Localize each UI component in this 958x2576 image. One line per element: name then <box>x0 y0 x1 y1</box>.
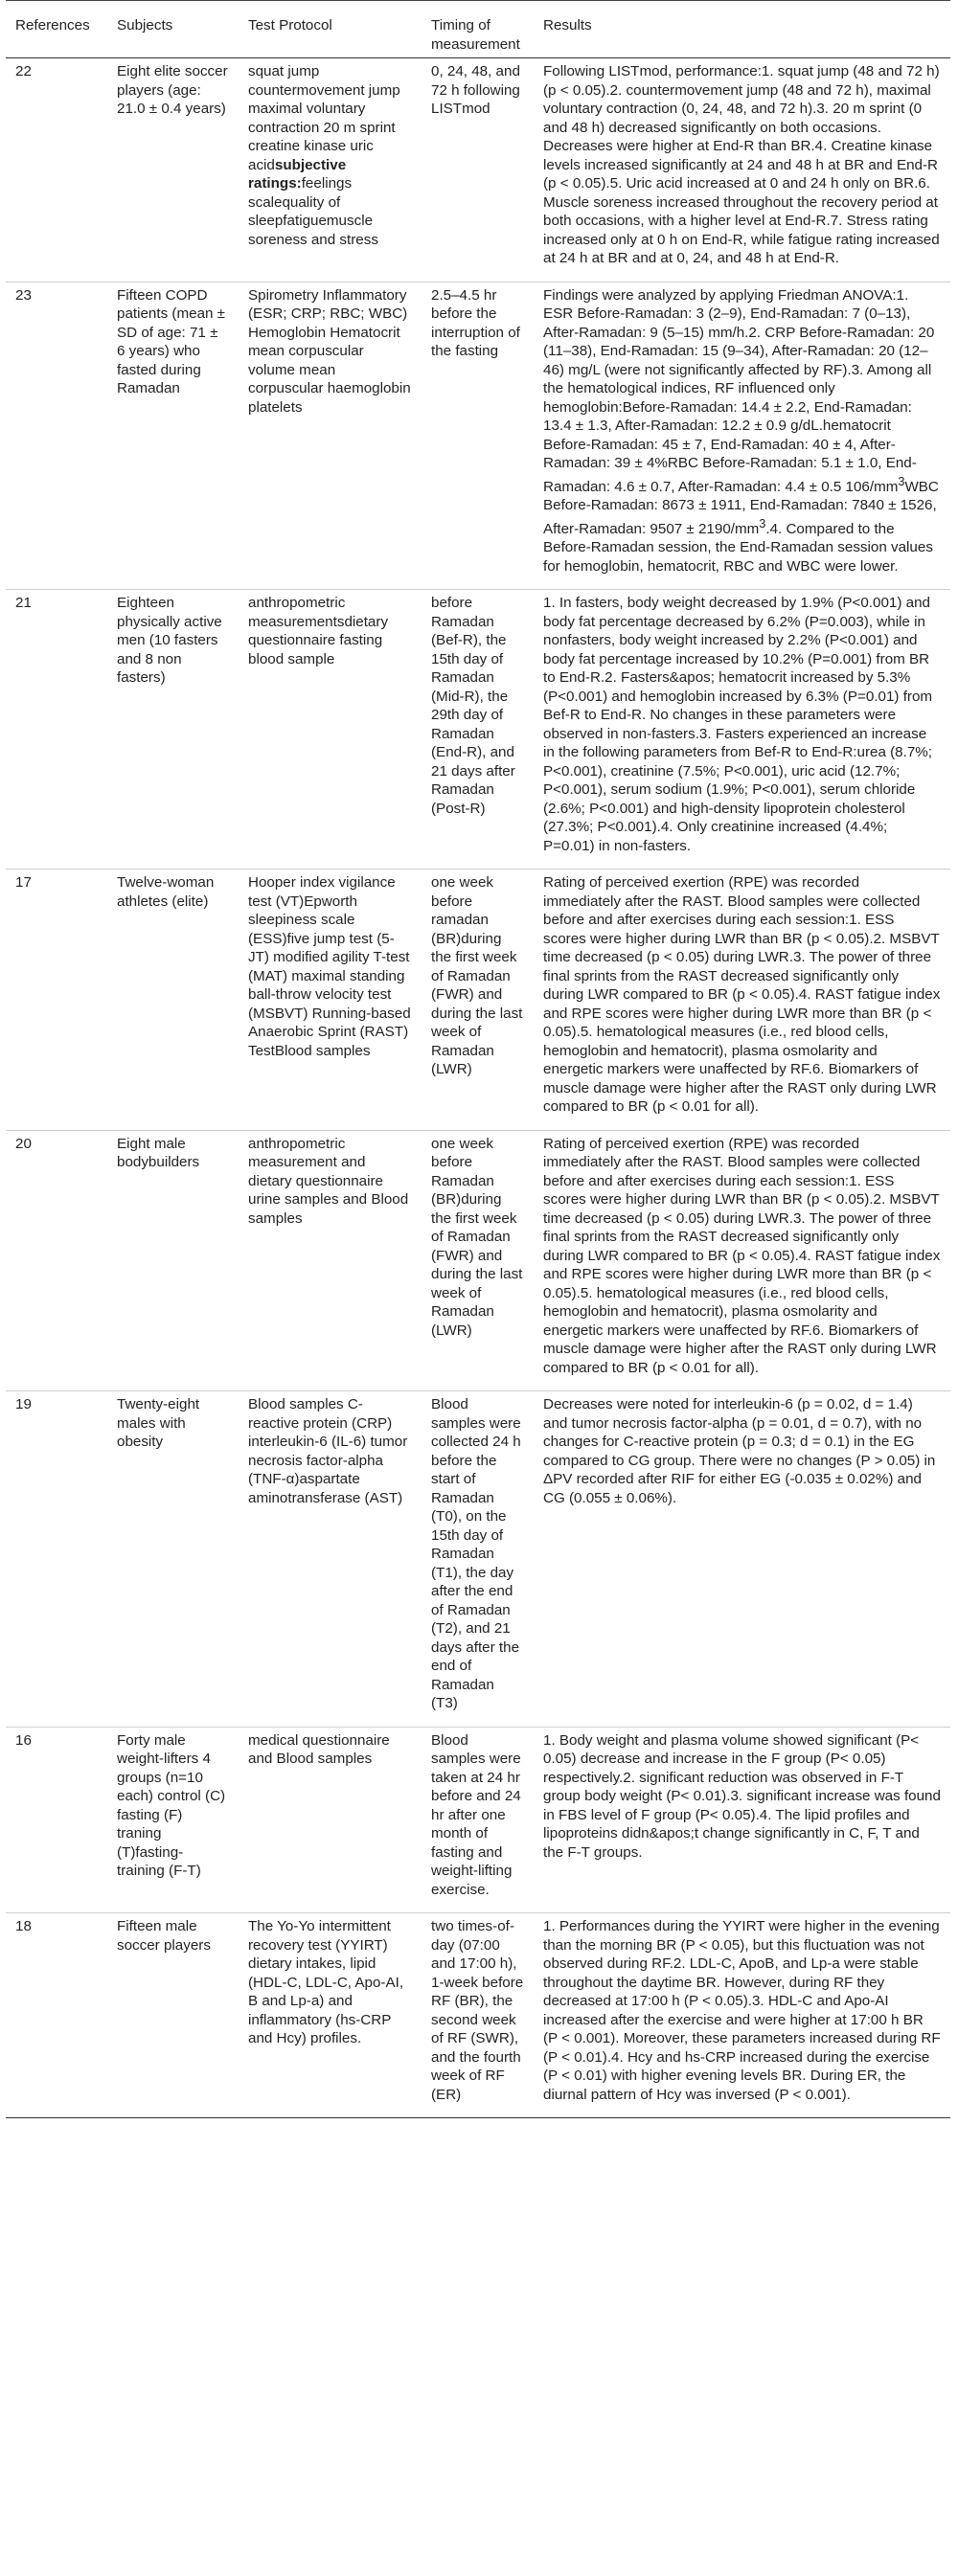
cell-reference: 21 <box>6 590 107 870</box>
cell-subjects: Eighteen physically active men (10 fasters and 8 non fasters) <box>107 590 239 870</box>
cell-timing: before Ramadan (Bef-R), the 15th day of Ramadan (Mid-R), the 29th day of Ramadan (End-R), and 21 days after Ramadan (Post-R) <box>422 590 534 870</box>
cell-subjects: Eight male bodybuilders <box>107 1130 239 1391</box>
cell-protocol: anthropometric measurementsdietary questionnaire fasting blood sample <box>239 590 422 870</box>
table-row <box>6 58 950 282</box>
cell-timing: Blood samples were collected 24 h before the start of Ramadan (T0), on the 15th day of Ramadan (T1), the day after the end of Ramadan (T2), and 21 days after the end of Ramadan (T3) <box>422 1391 534 1728</box>
results-text: Findings were analyzed by applying Friedman ANOVA:1. ESR Before-Ramadan: 3 (2–9), End-Ramadan: 7 (0–13), After-Ramadan: 9 (5–15) mm/h.2. CRP Before-Ramadan: 20 (11–38), End-Ramadan: 15 (9–34), After-Ramadan: 20 (12–46) mg/L (were not significantly affected by RF).3. Among all the hematological indices, RF influenced only hemoglobin:Before-Ramadan: 14.4 ± 2.2, End-Ramadan: 13.4 ± 1.3, After-Ramadan: 12.2 ± 0.9 g/dL.hematocrit Before-Ramadan: 45 ± 7, End-Ramadan: 40 ± 4, After-Ramadan: 39 ± 4%RBC Before-Ramadan: 5.1 ± 1.0, End-Ramadan: 4.6 ± 0.7, After-Ramadan: 4.4 ± 0.5 106/mm <box>543 286 935 495</box>
table-row <box>6 282 950 590</box>
table-row <box>6 870 950 1131</box>
cell-timing: Blood samples were taken at 24 hr before and 24 hr after one month of fasting and weight-lifting exercise. <box>422 1727 534 1913</box>
table-row <box>6 1130 950 1391</box>
header-row <box>6 1 950 58</box>
cell-timing: one week before ramadan (BR)during the first week of Ramadan (FWR) and during the last week of Ramadan (LWR) <box>422 870 534 1131</box>
cell-subjects: Eight elite soccer players (age: 21.0 ± 0.4 years) <box>107 58 239 282</box>
cell-reference: 18 <box>6 1913 107 2118</box>
protocol-bold-text: ratings: <box>248 175 302 192</box>
protocol-text: feelings scalequality of sleepfatiguemuscle soreness and stress <box>248 175 378 248</box>
superscript: 3 <box>898 474 905 488</box>
table-row <box>6 1391 950 1728</box>
cell-timing: one week before Ramadan (BR)during the first week of Ramadan (FWR) and during the last week of Ramadan (LWR) <box>422 1130 534 1391</box>
cell-results: Rating of perceived exertion (RPE) was recorded immediately after the RAST. Blood samples were collected before and after exercises during each session:1. ESS scores were higher during LWR than BR (p < 0.05).2. MSBVT time decreased (p < 0.05) during LWR.3. The power of three final sprints from the RAST decreased significantly only during LWR compared to BR (p < 0.05).4. RAST fatigue index and RPE scores were higher during LWR more than BR (p < 0.05).5. hematological measures (i.e., red blood cells, hemoglobin and hematocrit), plasma osmolarity and energetic markers were unaffected by RF.6. Biomarkers of muscle damage were higher after the RAST only during LWR compared to BR (p < 0.01 for all). <box>534 870 950 1131</box>
cell-subjects: Twenty-eight males with obesity <box>107 1391 239 1728</box>
header-test-protocol: Test Protocol <box>239 1 422 58</box>
cell-results: Rating of perceived exertion (RPE) was recorded immediately after the RAST. Blood samples were collected before and after exercises during each session:1. ESS scores were higher during LWR than BR (p < 0.05).2. MSBVT time decreased (p < 0.05) during LWR.3. The power of three final sprints from the RAST decreased significantly only during LWR compared to BR (p < 0.05).4. RAST fatigue index and RPE scores were higher during LWR more than BR (p < 0.05).5. hematological measures (i.e., red blood cells, hemoglobin and hematocrit), plasma osmolarity and energetic markers were unaffected by RF.6. Biomarkers of muscle damage were higher after the RAST only during LWR compared to BR (p < 0.01 for all). <box>534 1130 950 1391</box>
table-body <box>6 58 950 2118</box>
table-row <box>6 1727 950 1913</box>
table-header <box>6 1 950 58</box>
cell-reference: 22 <box>6 58 107 282</box>
cell-timing: two times-of-day (07:00 and 17:00 h), 1-week before RF (BR), the second week of RF (SWR), and the fourth week of RF (ER) <box>422 1913 534 2118</box>
cell-subjects: Forty male weight-lifters 4 groups (n=10 each) control (C) fasting (F) traning (T)fasting-training (F-T) <box>107 1727 239 1913</box>
cell-reference: 16 <box>6 1727 107 1913</box>
cell-results <box>534 282 950 590</box>
cell-results: 1. Performances during the YYIRT were higher in the evening than the morning BR (P < 0.05), but this fluctuation was not observed during RF.2. LDL-C, ApoB, and Lp-a were stable throughout the daytime BR. However, during RF they decreased at 17:00 h (P < 0.05).3. HDL-C and Apo-AI increased after the exercise and were higher at 17:00 h BR (P < 0.001). Moreover, these parameters increased during RF (P < 0.01).4. Hcy and hs-CRP increased during the exercise (P < 0.01) with higher evening levels BR. During ER, the diurnal pattern of Hcy was inversed (P < 0.001). <box>534 1913 950 2118</box>
header-subjects: Subjects <box>107 1 239 58</box>
cell-protocol: Blood samples C-reactive protein (CRP) interleukin-6 (IL-6) tumor necrosis factor-alpha (TNF-α)aspartate aminotransferase (AST) <box>239 1391 422 1728</box>
cell-protocol: medical questionnaire and Blood samples <box>239 1727 422 1913</box>
header-timing: Timing of measurement <box>422 1 534 58</box>
header-references: References <box>6 1 107 58</box>
cell-protocol: Spirometry Inflammatory (ESR; CRP; RBC; WBC) Hemoglobin Hematocrit mean corpuscular volume mean corpuscular haemoglobin platelets <box>239 282 422 590</box>
superscript: 3 <box>759 516 766 531</box>
cell-timing: 2.5–4.5 hr before the interruption of the fasting <box>422 282 534 590</box>
table-row <box>6 1913 950 2118</box>
cell-protocol: The Yo-Yo intermittent recovery test (YYIRT) dietary intakes, lipid (HDL-C, LDL-C, Apo-AI, B and Lp-a) and inflammatory (hs-CRP and Hcy) profiles. <box>239 1913 422 2118</box>
cell-protocol: Hooper index vigilance test (VT)Epworth sleepiness scale (ESS)five jump test (5-JT) modified agility T-test (MAT) maximal standing ball-throw velocity test (MSBVT) Running-based Anaerobic Sprint (RAST) TestBlood samples <box>239 870 422 1131</box>
cell-protocol <box>239 58 422 282</box>
cell-subjects: Twelve-woman athletes (elite) <box>107 870 239 1131</box>
cell-subjects: Fifteen male soccer players <box>107 1913 239 2118</box>
header-results: Results <box>534 1 950 58</box>
cell-results: Following LISTmod, performance:1. squat jump (48 and 72 h) (p < 0.05).2. countermovement jump (48 and 72 h), maximal voluntary contraction (0, 24, 48, and 72 h).3. 20 m sprint (0 and 48 h) decreased significantly on both occasions. Decreases were higher at End-R than BR.4. Creatine kinase levels increased significantly at 24 and 48 h at BR and End-R (p < 0.05).5. Uric acid increased at 0 and 24 h only on BR.6. Muscle soreness increased throughout the recovery period at both occasions, with a higher level at End-R.7. Stress rating increased only at 0 h on End-R, while fatigue rating increased at 24 h at BR and at 0, 24, and 48 h at End-R. <box>534 58 950 282</box>
cell-results: Decreases were noted for interleukin-6 (p = 0.02, d = 1.4) and tumor necrosis factor-alpha (p = 0.01, d = 0.7), with no changes for C-reactive protein (p = 0.3; d = 0.1) in the EG compared to CG group. There were no changes (P > 0.05) in ΔPV recorded after RIF for either EG (-0.035 ± 0.02%) and CG (0.055 ± 0.06%). <box>534 1391 950 1728</box>
cell-protocol: anthropometric measurement and dietary questionnaire urine samples and Blood samples <box>239 1130 422 1391</box>
cell-timing: 0, 24, 48, and 72 h following LISTmod <box>422 58 534 282</box>
cell-reference: 17 <box>6 870 107 1131</box>
cell-results: 1. Body weight and plasma volume showed significant (P< 0.05) decrease and increase in the F group (P< 0.05) respectively.2. significant reduction was observed in F-T group body weight (P< 0.01).3. significant increase was found in FBS level of F group (P< 0.05).4. The lipid profiles and lipoproteins didn&apos;t change significantly in C, F, T and the F-T groups. <box>534 1727 950 1913</box>
cell-reference: 23 <box>6 282 107 590</box>
protocol-text: squat jump countermovement jump maximal voluntary contraction 20 m sprint creatine kinase uric acid <box>248 63 400 173</box>
cell-reference: 20 <box>6 1130 107 1391</box>
table-row <box>6 590 950 870</box>
cell-reference: 19 <box>6 1391 107 1728</box>
studies-table <box>6 0 950 2118</box>
results-text: WBC Before-Ramadan: 8673 ± 1911, End-Ramadan: 7840 ± 1526, After-Ramadan: 9507 ± 2190/mm <box>543 478 939 537</box>
cell-results: 1. In fasters, body weight decreased by 1.9% (P<0.001) and body fat percentage decreased by 6.2% (P=0.003), while in nonfasters, body weight increased by 2.2% (P<0.001) and body fat percentage increased by 10.2% (P=0.001) from BR to End-R.2. Fasters&apos; hematocrit increased by 5.3% (P<0.001) and hemoglobin increased by 6.3% (P=0.01) from Bef-R to End-R. No changes in these parameters were observed in non-fasters.3. Fasters experienced an increase in the following parameters from Bef-R to End-R:urea (8.7%; P<0.001), creatinine (7.5%; P<0.001), uric acid (12.7%; P<0.001), serum sodium (1.9%; P<0.001), serum chloride (2.6%; P<0.001) and high-density lipoprotein cholesterol (27.3%; P<0.001).4. Only creatinine increased (4.4%; P=0.01) in non-fasters. <box>534 590 950 870</box>
protocol-bold-text: subjective <box>274 156 347 173</box>
cell-subjects: Fifteen COPD patients (mean ± SD of age: 71 ± 6 years) who fasted during Ramadan <box>107 282 239 590</box>
results-text: .4. Compared to the Before-Ramadan session, the End-Ramadan session values for hemoglobin, hematocrit, RBC and WBC were lower. <box>543 520 933 575</box>
